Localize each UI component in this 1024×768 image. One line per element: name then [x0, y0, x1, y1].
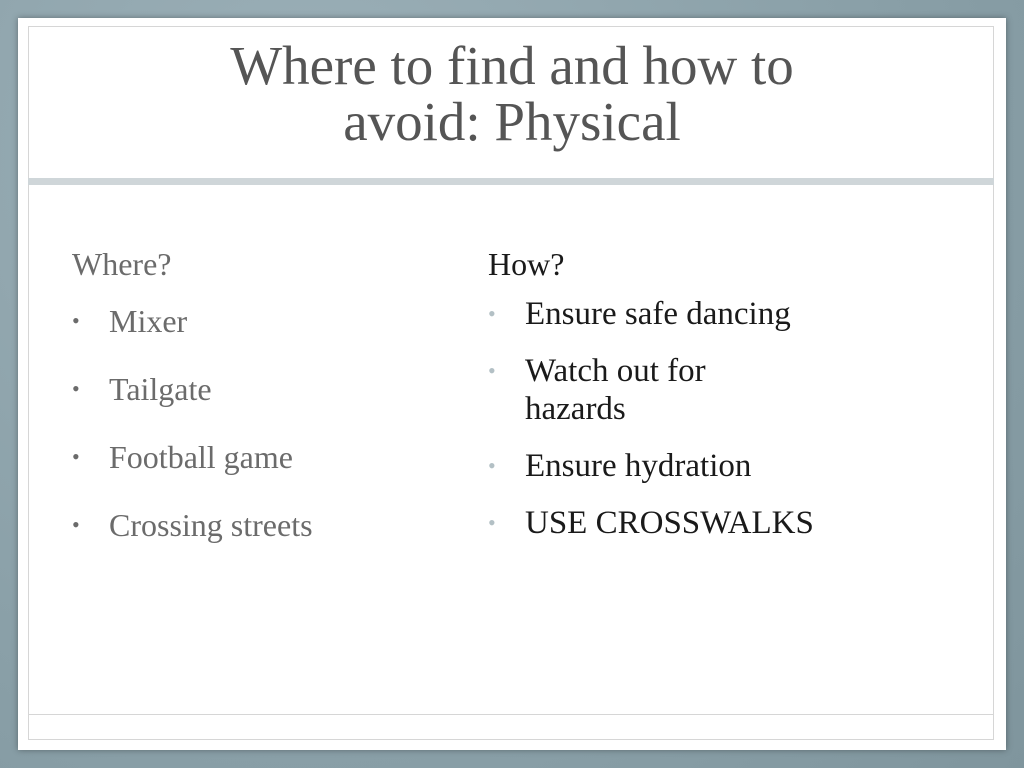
bullet-icon: • — [72, 376, 80, 401]
bullet-icon: • — [488, 358, 496, 383]
title-divider — [28, 178, 994, 185]
list-item-label: Ensure hydration — [525, 448, 752, 484]
list-item-label: Football game — [109, 439, 293, 475]
where-list — [72, 303, 452, 543]
list-item — [72, 303, 452, 339]
list-item-label: Tailgate — [109, 371, 212, 407]
title-line-1: Where to find and how to — [230, 35, 794, 96]
bullet-icon: • — [72, 512, 80, 537]
how-list — [488, 295, 908, 542]
list-item-label: Watch out for hazards — [525, 353, 706, 427]
bullet-icon: • — [488, 510, 496, 535]
how-heading: How? — [488, 246, 565, 282]
list-item — [488, 352, 755, 428]
list-item-label: Ensure safe dancing — [525, 296, 791, 332]
list-item-label: Crossing streets — [109, 507, 313, 543]
bullet-icon: • — [488, 453, 496, 478]
list-item — [72, 507, 452, 543]
footer-divider — [28, 714, 994, 715]
title-line-2: avoid: Physical — [343, 91, 681, 152]
bullet-icon: • — [72, 444, 80, 469]
where-heading: Where? — [72, 246, 172, 282]
slide — [18, 18, 1006, 750]
where-column — [72, 246, 452, 575]
slide-title — [18, 35, 1006, 152]
list-item — [72, 371, 452, 407]
list-item — [488, 504, 908, 542]
list-item-label: Mixer — [109, 303, 188, 339]
how-column — [488, 246, 908, 561]
list-item — [488, 447, 908, 485]
list-item-label: USE CROSSWALKS — [525, 505, 814, 541]
bullet-icon: • — [488, 301, 496, 326]
list-item — [72, 439, 452, 475]
bullet-icon: • — [72, 308, 80, 333]
list-item — [488, 295, 908, 333]
